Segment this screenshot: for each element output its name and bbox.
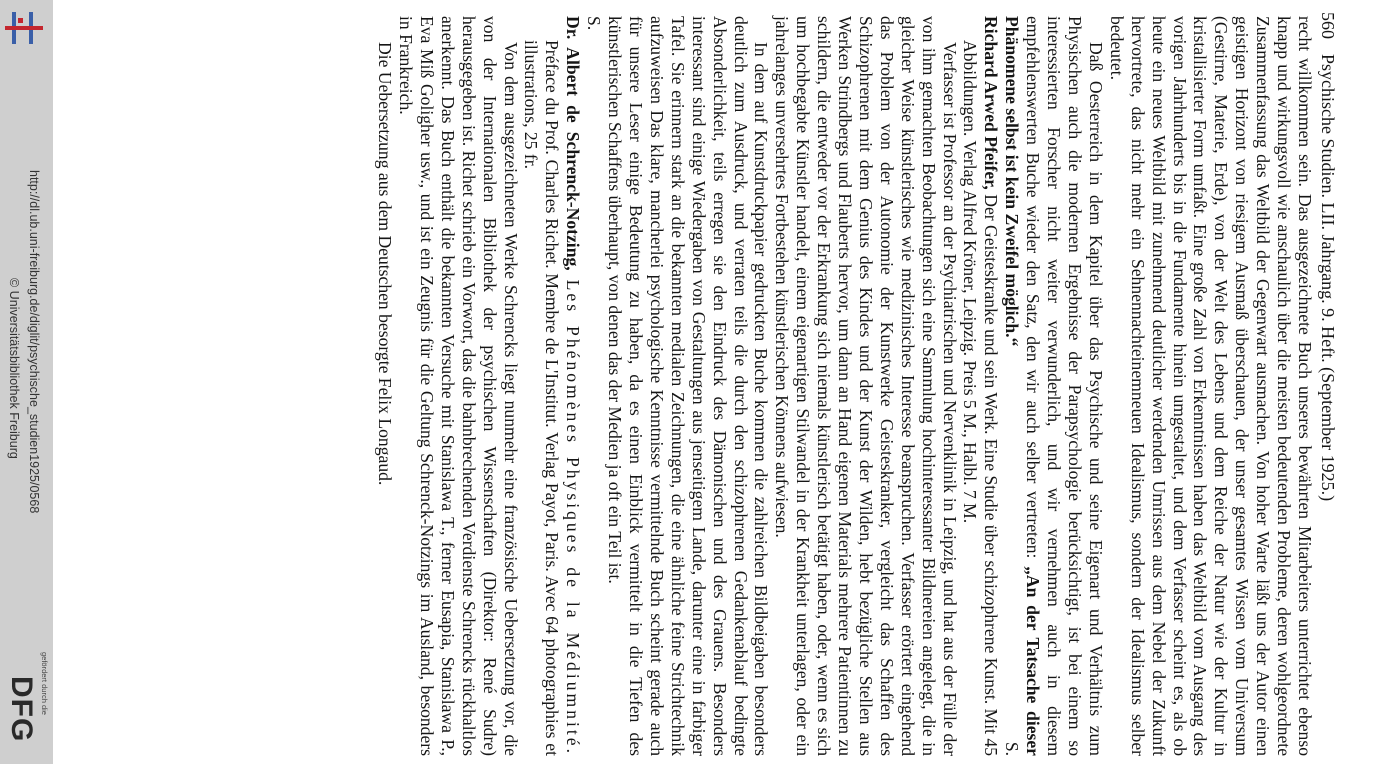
funded-by-label: gefördert durch die [40, 652, 49, 715]
paragraph: Die Uebersetzung aus dem Deutschen besorgte Felix Longaud. [375, 42, 396, 486]
review-author: Dr. Albert de Schrenck-Notzing, [563, 16, 584, 271]
page-number: 560 [1318, 12, 1338, 39]
review-entry [960, 16, 1002, 756]
quote: „An der Tatsache dieser Phänomene selbst ist kein Zweifel möglich.“ [1002, 16, 1044, 756]
paragraph-text: Daß Oesterreich in dem Kapitel über das Psychische und seine Eigenart und Verhältnis zum Physischen auch die modernen Ergebnisse der Parapsychologie berücksichtigt, ist bei einem so interessierten Forscher nicht weiter verwunderlich, und wir vernehmen auch in diesem empfehlenswerten Buche wieder den Satz, den wir auch selber vertreten: [1023, 16, 1106, 756]
paragraph [1001, 16, 1106, 756]
review-reference: Préface du Prof. Charles Richet. Membre de L'Institut. Verlag Payot, Paris. Avec 64 photographies et illustrations, 25 fr. [521, 40, 563, 756]
review-author: Richard Arwed Pfeifer, [981, 16, 1002, 190]
running-head [1317, 12, 1338, 756]
dfg-logo: DFG [5, 676, 38, 743]
paragraph: Von dem ausgezeichneten Werke Schrencks liegt nunmehr eine französische Uebersetzung vor, die von der Internationalen Bibliothek der psychischen Wissenschaften (Direktor: René Sudre) herausgegeben ist. Richet schrieb ein Vorwort, das die bahnbrechenden Verdienste Schrencks rückhaltlos anerkennt. Das Buch enthält die bekannten Versuche mit Stanislawa T., ferner Eusapia, Stanislawa P., Eva Miß Goligher usw., und ist ein Zeugnis für die Geltung Schrenck-Notzings im Ausland, besonders in Frankreich. [396, 16, 521, 756]
review-title: Les Phénomènes Physiques de la Médiumnité. [563, 279, 584, 756]
running-head-title: Psychische Studien. LII. Jahrgang. 9. Heft. (September 1925.) [1318, 54, 1338, 502]
archive-sidebar [0, 0, 53, 764]
paragraph: Verfasser ist Professor an der Psychiatrischen und Nervenklinik in Leipzig, und hat aus der Fülle der von ihm gemachten Beobachtungen sich eine Sammlung hochinteressanter Bildnereien angelegt, die in gleicher Weise künstlerisches wie medizinisches Interesse beanspruchen. Verfasser erörtert eingehend das Problem von der Autonomie der Kunstwerke Geisteskranker, vergleicht das Schaffen des Schizophrenen mit dem Genius des Kindes und der Kunst der Wilden, hebt bezügliche Stellen aus Werken Strindbergs und Flauberts hervor, um dann an Hand eigenen Materials mehrere Patientinnen zu schildern, die entweder vor der Erkrankung sich niemals künstlerisch betätigt haben, oder, wenn es sich um hochbegabte Künstler handelt, einem eigenartigen Stilwandel in der Krankheit unterlagen, oder ein jahrelanges unversehrtes Fortbestehen künstlerischen Könnens aufwiesen. [772, 16, 960, 756]
scanned-page [375, 12, 1338, 756]
review-reference: Der Geisteskranke und sein Werk. Eine Studie über schizophrene Kunst. Mit 45 Abbildungen. Verlag Alfred Kröner, Leipzig. Preis 5 M., Halbl. 7 M. [960, 40, 1002, 756]
reviewer-initial: S. [584, 16, 605, 31]
page-body [374, 16, 1315, 756]
review-entry [521, 16, 584, 756]
paragraph: recht willkommen sein. Das ausgezeichnete Buch unseres bewährten Mitarbeiters unterrichtet ebenso knapp und wirkungsvoll wie anschaulich über die meisten bedeutenden Probleme, deren wohlgeordnete Zusammenfassung das Weltbild der Gegenwart ausmachen. Von hoher Warte läßt uns der Autor einen geistigen Horizont von riesigem Ausmaß überschauen, der unser gesamtes Wissen vom Universum (Gestirne, Materie, Erde), von der Welt des Lebens und dem Reiche der Natur wie der Kultur in kristallisierter Form umfaßt. Eine große Zahl von Erkenntnissen haben das Weltbild vom Ausgang des vorigen Jahrhunderts bis in die Fundamente hinein umgestaltet, und dem Verfasser scheint es, als ob heute ein neues Weltbild mit zunehmend deutlicher werdenden Umrissen aus dem Nebel der Zukunft hervortrete, das nicht mehr ein Sehnennachteinemneuen Idealismus, sondern der Idealismus selber bedeutet. [1106, 16, 1315, 756]
reviewer-initial: S. [1002, 741, 1023, 756]
source-url[interactable]: http://dl.ub.uni-freiburg.de/diglit/psychische_studien1925/0568 [27, 170, 41, 514]
copyright-notice: © Universitätsbibliothek Freiburg [7, 278, 21, 459]
paragraph: In dem auf Kunstdruckpapier gedruckten Buche kommen die zahlreichen Bildbeigaben besonders deutlich zum Ausdruck, und verraten teils die durch den schizophrenen Gedankenablauf bedingte Absonderlichkeit, teils erregen sie den Eindruck des Dämonischen und des Grauens. Besonders interessant sind einige Wiedergaben von Gestaltungen aus jenseitigem Lande, darunter eine in farbiger Tafel. Sie erinnern stark an die bekannten medialen Zeichnungen, die eine ähnliche feine Strichtechnik aufzuweisen Das klare, mancherlei psychologische Kenntnisse vermittelnde Buch scheint gerade auch für unsere Leser einige Bedeutung zu haben, da es einen Einblick vermittelt in die Tiefen des künstlerischen Schaffens überhaupt, von denen das der Medien ja oft ein Teil ist. [605, 16, 772, 756]
library-logo-icon [3, 8, 45, 48]
